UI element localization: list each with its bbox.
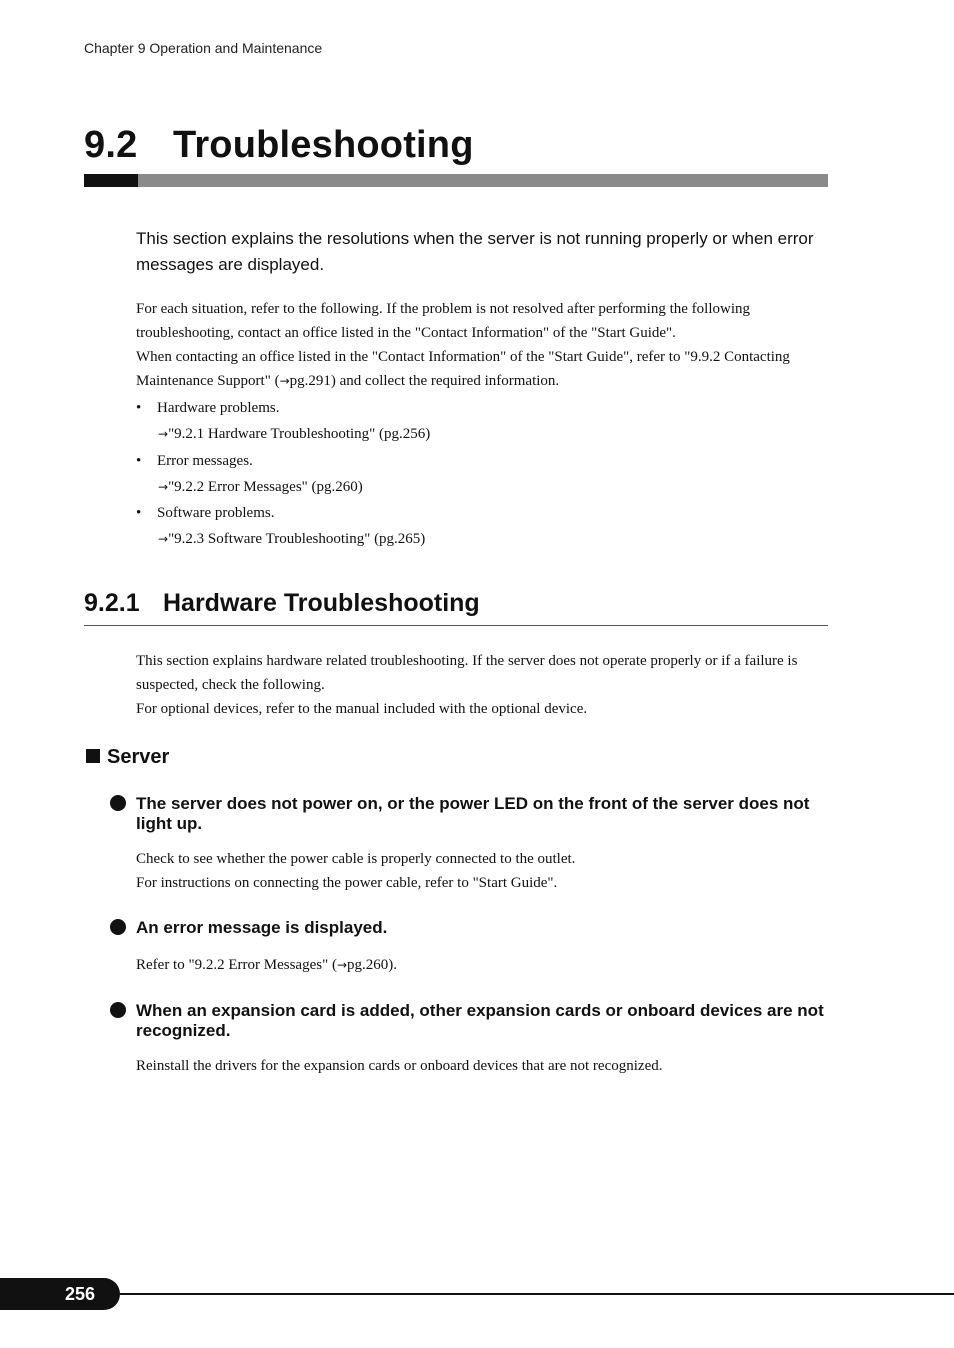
item-heading: When an expansion card is added, other expansion cards or onboard devices are not recognized. [110, 1001, 830, 1041]
situation-paragraph [136, 297, 836, 393]
page-number: 256 [64, 1284, 96, 1304]
section-title [84, 124, 474, 167]
running-head: Chapter 9 Operation and Maintenance [84, 40, 323, 56]
list-item: • Error messages. [136, 449, 836, 475]
item-body: Check to see whether the power cable is properly connected to the outlet. For instructions on connecting the power cable, refer to "Start Guide". [136, 851, 576, 891]
arrow-icon: → [279, 374, 290, 388]
subsection-title [84, 589, 480, 618]
item-heading: The server does not power on, or the power LED on the front of the server does not light up. [110, 794, 830, 834]
circle-bullet-icon [110, 795, 126, 811]
arrow-icon: → [336, 958, 348, 972]
circle-bullet-icon [110, 919, 126, 935]
bullet-icon: • [136, 505, 142, 522]
arrow-icon: → [158, 479, 169, 494]
item-heading: An error message is displayed. [110, 918, 830, 938]
bullet-icon: • [136, 400, 142, 416]
server-heading: Server [86, 746, 169, 769]
subsection-number: 9.2.1 [84, 589, 140, 617]
bullet-list [136, 396, 836, 554]
para2-line1: This section explains hardware related troubleshooting. If the server does not operate properly or if a failure is suspected, check the following. [136, 653, 798, 693]
list-item-ref[interactable]: →"9.2.3 Software Troubleshooting" (pg.265) [158, 531, 426, 548]
circle-bullet-icon [110, 1002, 126, 1018]
list-item-ref[interactable]: →"9.2.1 Hardware Troubleshooting" (pg.256) [158, 426, 431, 443]
list-item-ref[interactable]: →"9.2.2 Error Messages" (pg.260) [158, 478, 363, 495]
para1-line2: When contacting an office listed in the "Contact Information" of the "Start Guide", refer to "9.9.2 Contacting Maintenance Support" (→pg.291) and collect the required information. [136, 349, 790, 389]
section-number: 9.2 [84, 124, 138, 166]
section-title-text: Troubleshooting [173, 124, 474, 166]
subsection-title-text: Hardware Troubleshooting [163, 589, 480, 617]
title-rule-dark [84, 174, 138, 187]
bullet-icon: • [136, 452, 142, 469]
item-body: Reinstall the drivers for the expansion cards or onboard devices that are not recognized. [136, 1058, 663, 1074]
list-item: • Hardware problems. [136, 396, 836, 422]
intro-paragraph: This section explains the resolutions when the server is not running properly or when error messages are displayed. [136, 229, 814, 274]
footer-rule [120, 1293, 954, 1295]
item-body: Refer to "9.2.2 Error Messages" (→pg.260). [136, 957, 398, 973]
square-bullet-icon [86, 749, 100, 763]
title-rule-grey [138, 174, 828, 187]
arrow-icon: → [158, 532, 169, 547]
list-item: • Software problems. [136, 501, 836, 527]
hardware-intro-paragraph [136, 649, 836, 721]
para1-line1: For each situation, refer to the following. If the problem is not resolved after performing the following troubleshooting, contact an office listed in the "Contact Information" of the "Start Guide". [136, 301, 750, 341]
subsection-rule [84, 625, 828, 626]
para2-line2: For optional devices, refer to the manual included with the optional device. [136, 701, 588, 717]
arrow-icon: → [158, 427, 169, 442]
